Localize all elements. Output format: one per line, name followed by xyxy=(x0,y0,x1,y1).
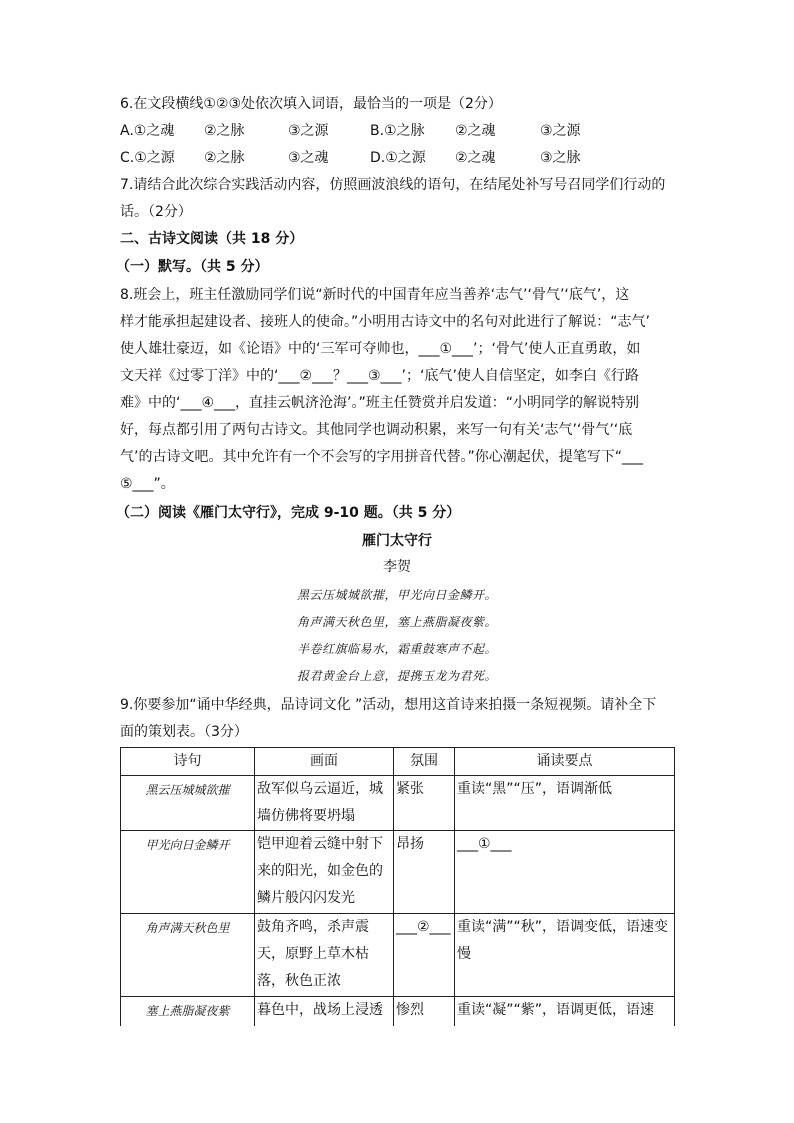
mood-cell: 紧张 xyxy=(394,776,455,831)
scene-cell: 暮色中，战场上浸透 xyxy=(255,997,394,1057)
header-recitation: 诵读要点 xyxy=(455,748,675,776)
recitation-cell: 重读“黑”“压”，语调渐低 xyxy=(455,776,675,831)
table-header-row xyxy=(121,748,675,776)
q9-line-2: 面的策划表。（3分） xyxy=(120,724,248,740)
header-mood: 氛围 xyxy=(394,748,455,776)
option-c-2: ②之脉 xyxy=(204,150,245,166)
scene-cell: 鼓角齐鸣，杀声震天，原野上草木枯落，秋色正浓 xyxy=(255,914,394,997)
poem-line-4: 报君黄金台上意，提携玉龙为君死。 xyxy=(296,669,497,683)
recitation-blank-1[interactable]: ___①___ xyxy=(455,831,675,914)
q7-line-2: 话。（2分） xyxy=(120,204,192,220)
poem-line-3: 半卷红旗临易水，霜重鼓寒声不起。 xyxy=(296,642,497,656)
q9-line-1: 9.你要参加“诵中华经典，品诗词文化 ”活动，想用这首诗来拍摄一条短视频。请补全下 xyxy=(120,697,657,713)
option-c-3: ③之魂 xyxy=(288,150,329,166)
recitation-cell: 重读“满”“秋”，语调变低，语速变慢 xyxy=(455,914,675,997)
option-c: C.①之源 xyxy=(120,150,175,166)
option-a-2: ②之脉 xyxy=(204,123,245,139)
recitation-cell: 重读“凝”“紫”，语调更低，语速 xyxy=(455,997,675,1057)
verse-cell: 甲光向日金鳞开 xyxy=(121,831,255,914)
option-d-3: ③之脉 xyxy=(540,150,581,166)
q8-line-5: 难》中的‘___④___，直挂云帆济沧海’。”班主任赞赏并启发道：“小明同学的解说特别 xyxy=(120,395,639,411)
page-bottom-cutoff xyxy=(0,1026,794,1123)
section-2-heading: 二、古诗文阅读（共 18 分） xyxy=(120,231,304,247)
poem-author: 李贺 xyxy=(383,559,411,575)
section-2-sub-2: （二）阅读《雁门太守行》，完成 9-10 题。（共 5 分） xyxy=(116,505,461,521)
q8-line-6: 好，每点都引用了两句古诗文。其他同学也调动积累，来写一句有关‘志气’‘骨气’‘底 xyxy=(120,422,633,438)
q8-line-4: 文天祥《过零丁洋》中的‘___②___？___③___’；‘底气’使人自信坚定，如李白《行路 xyxy=(120,368,639,384)
scene-cell: 敌军似乌云逼近，城墙仿佛将要坍塌 xyxy=(255,776,394,831)
scene-cell: 铠甲迎着云缝中射下来的阳光，如金色的鳞片般闪闪发光 xyxy=(255,831,394,914)
poem-title: 雁门太守行 xyxy=(362,533,432,549)
mood-cell: 昂扬 xyxy=(394,831,455,914)
verse-cell: 角声满天秋色里 xyxy=(121,914,255,997)
q8-line-3: 使人雄壮豪迈，如《论语》中的‘三军可夺帅也，___①___’；‘骨气’使人正直勇敢，如 xyxy=(120,341,641,357)
q6-options-row-2 xyxy=(120,145,680,172)
poem-line-2: 角声满天秋色里，塞上燕脂凝夜紫。 xyxy=(296,615,497,629)
option-b: B.①之脉 xyxy=(370,123,425,139)
q8-line-2: 样才能承担起建设者、接班人的使命。”小明用古诗文中的名句对此进行了解说：“志气’ xyxy=(120,314,650,330)
table-row xyxy=(121,776,675,831)
q6-options-row-1 xyxy=(120,118,680,145)
section-2-sub-1: （一）默写。（共 5 分） xyxy=(116,259,269,275)
q8-line-7: 气’的古诗文吧。其中允许有一个不会写的字用拼音代替。”你心潮起伏，提笔写下“___ xyxy=(120,449,643,465)
header-scene: 画面 xyxy=(255,748,394,776)
verse-cell: 黑云压城城欲摧 xyxy=(121,776,255,831)
table-row xyxy=(121,914,675,997)
option-a-3: ③之源 xyxy=(288,123,329,139)
table-row xyxy=(121,831,675,914)
mood-cell: 惨烈 xyxy=(394,997,455,1057)
planning-table xyxy=(120,747,675,1057)
poem-line-1: 黑云压城城欲摧，甲光向日金鳞开。 xyxy=(296,588,497,602)
option-a: A.①之魂 xyxy=(120,123,175,139)
option-b-3: ③之源 xyxy=(540,123,581,139)
q7-line-1: 7.请结合此次综合实践活动内容，仿照画波浪线的语句，在结尾处补写号召同学们行动的 xyxy=(120,177,666,193)
q8-line-8: ⑤___”。 xyxy=(120,476,175,492)
mood-blank-2[interactable]: ___②___ xyxy=(394,914,455,997)
q6-stem: 6.在文段横线①②③处依次填入词语，最恰当的一项是（2分） xyxy=(120,96,502,112)
q8-line-1: 8.班会上，班主任激励同学们说“新时代的中国青年应当善养‘志气’‘骨气’‘底气’，这 xyxy=(120,287,630,303)
header-verse: 诗句 xyxy=(121,748,255,776)
verse-cell: 塞上燕脂凝夜紫 xyxy=(121,997,255,1057)
option-d-2: ②之魂 xyxy=(455,150,496,166)
option-b-2: ②之魂 xyxy=(455,123,496,139)
option-d: D.①之源 xyxy=(370,150,426,166)
